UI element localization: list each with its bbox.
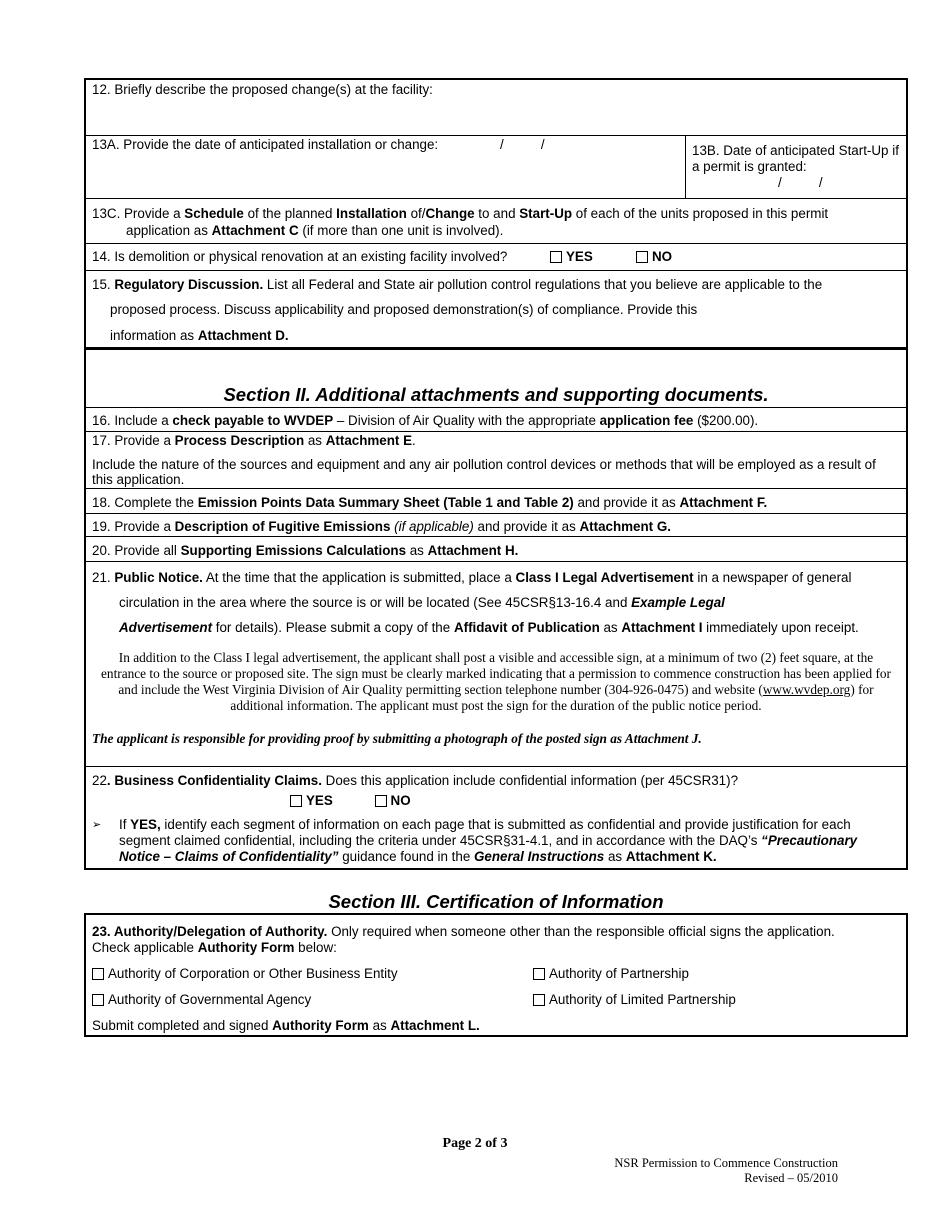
- item-13-row: [86, 135, 906, 198]
- item-13a-label: 13A. Provide the date of anticipated installation or change:: [92, 137, 439, 152]
- item-13c-row[interactable]: 13C. Provide a Schedule of the planned Installation of/Change to and Start-Up of each of the units proposed in this permit application as Attachment C (if more than one unit is involved).: [86, 198, 906, 243]
- item-13b-label: 13B. Date of anticipated Start-Up if a permit is granted:: [692, 143, 899, 174]
- item-14-label: 14. Is demolition or physical renovation at an existing facility involved?: [92, 249, 508, 264]
- section-3-box: 23. Authority/Delegation of Authority. Only required when someone other than the responsible official signs the application. Check applicable Authority Form below: Authority of Corporation or Other Business Entity Authority of Partnership Authority of Governmental Agency Authority of Limited Partnership Submit completed and signed Authority Form as Attachment L.: [84, 913, 908, 1037]
- item-14-no[interactable]: NO: [636, 249, 672, 264]
- revision-date: Revised – 05/2010: [744, 1171, 838, 1185]
- checkbox-icon[interactable]: [375, 795, 387, 807]
- item-13a-cell[interactable]: [86, 136, 686, 198]
- item-15-row: 15. Regulatory Discussion. List all Federal and State air pollution control regulations that you believe are applicable to the proposed process. Discuss applicability and proposed demonstration(s) of compliance. Provide this information as Attachment D.: [86, 270, 906, 348]
- item-14-yes[interactable]: YES: [550, 249, 593, 264]
- photo-proof-note: The applicant is responsible for providing proof by submitting a photograph of the posted sign as Attachment J.: [92, 731, 702, 746]
- item-16-row: 16. Include a check payable to WVDEP – Division of Air Quality with the appropriate application fee ($200.00).: [86, 407, 906, 431]
- checkbox-icon[interactable]: [550, 251, 562, 263]
- checkbox-icon[interactable]: [92, 968, 104, 980]
- item-22-yes[interactable]: YES: [290, 793, 333, 808]
- authority-limited-partnership-option[interactable]: Authority of Limited Partnership: [533, 992, 736, 1008]
- page-number: Page 2 of 3: [442, 1136, 508, 1151]
- item-22-no[interactable]: NO: [375, 793, 411, 808]
- item-14-row: [86, 243, 906, 270]
- checkbox-icon[interactable]: [533, 994, 545, 1006]
- item-12-label: 12. Briefly describe the proposed change(s) at the facility:: [92, 82, 433, 97]
- checkbox-icon[interactable]: [636, 251, 648, 263]
- item-13b-cell[interactable]: [686, 136, 908, 198]
- authority-corporation-option[interactable]: Authority of Corporation or Other Business Entity: [92, 966, 398, 982]
- item-13b-date: / /: [778, 175, 823, 190]
- wvdep-link[interactable]: www.wvdep.org: [762, 682, 851, 697]
- item-21-row: 21. Public Notice. At the time that the application is submitted, place a Class I Legal Advertisement in a newspaper of general circulation in the area where the source is or will be located (See 45CSR§13-16.4 and Example Legal Advertisement for details). Please submit a copy of the Affidavit of Publication as Attachment I immediately upon receipt. In addition to the Class I legal advertisement, the applicant shall post a visible and accessible sign, at a minimum of two (2) feet square, at the entrance to the source or proposed site. The sign must be clearly marked indicating that a permission to commence construction has been applied for and include the West Virginia Division of Air Quality permitting section telephone number (304-926-0475) and website (www.wvdep.org) for additional information. The applicant must post the sign for the duration of the public notice period. The applicant is responsible for providing proof by submitting a photograph of the posted sign as Attachment J.: [86, 561, 906, 766]
- item-19-row: 19. Provide a Description of Fugitive Emissions (if applicable) and provide it as Attachment G.: [86, 513, 906, 536]
- authority-governmental-option[interactable]: Authority of Governmental Agency: [92, 992, 311, 1008]
- item-18-row: 18. Complete the Emission Points Data Summary Sheet (Table 1 and Table 2) and provide it as Attachment F.: [86, 488, 906, 513]
- item-17-note: Include the nature of the sources and equipment and any air pollution control devices or methods that will be employed as a result of this application.: [92, 457, 876, 487]
- item-17-row: 17. Provide a Process Description as Attachment E. Include the nature of the sources and equipment and any air pollution control devices or methods that will be employed as a result of this application.: [86, 431, 906, 488]
- bullet-arrow-icon: ➢: [92, 818, 102, 831]
- form-name: NSR Permission to Commence Construction: [614, 1156, 838, 1170]
- section-3-title: Section III. Certification of Information: [328, 891, 664, 912]
- section-1-box: [84, 78, 908, 350]
- authority-partnership-option[interactable]: Authority of Partnership: [533, 966, 689, 982]
- item-22-row: 22. Business Confidentiality Claims. Does this application include confidential information (per 45CSR31)? YES NO ➢ If YES, identify each segment of information on each page that is submitted as confidential and provide justification for each segment claimed confidential, including the criteria under 45CSR§31-4.1, and in accordance with the DAQ’s “Precautionary Notice – Claims of Confidentiality” guidance found in the General Instructions as Attachment K.: [86, 766, 906, 868]
- sign-requirement-paragraph: In addition to the Class I legal advertisement, the applicant shall post a visible and accessible sign, at a minimum of two (2) feet square, at the entrance to the source or proposed site. The sign must be clearly marked indicating that a permission to commence construction has been applied for and include the West Virginia Division of Air Quality permitting section telephone number (304-926-0475) and website (www.wvdep.org) for additional information. The applicant must post the sign for the duration of the public notice period.: [101, 650, 891, 713]
- checkbox-icon[interactable]: [533, 968, 545, 980]
- section-2-box: [84, 347, 908, 870]
- item-20-row: 20. Provide all Supporting Emissions Calculations as Attachment H.: [86, 536, 906, 561]
- checkbox-icon[interactable]: [290, 795, 302, 807]
- item-12-row[interactable]: [86, 80, 906, 135]
- checkbox-icon[interactable]: [92, 994, 104, 1006]
- section-2-title: Section II. Additional attachments and supporting documents.: [223, 384, 769, 405]
- item-13a-date: / /: [500, 137, 545, 152]
- section-2-header: [86, 348, 906, 407]
